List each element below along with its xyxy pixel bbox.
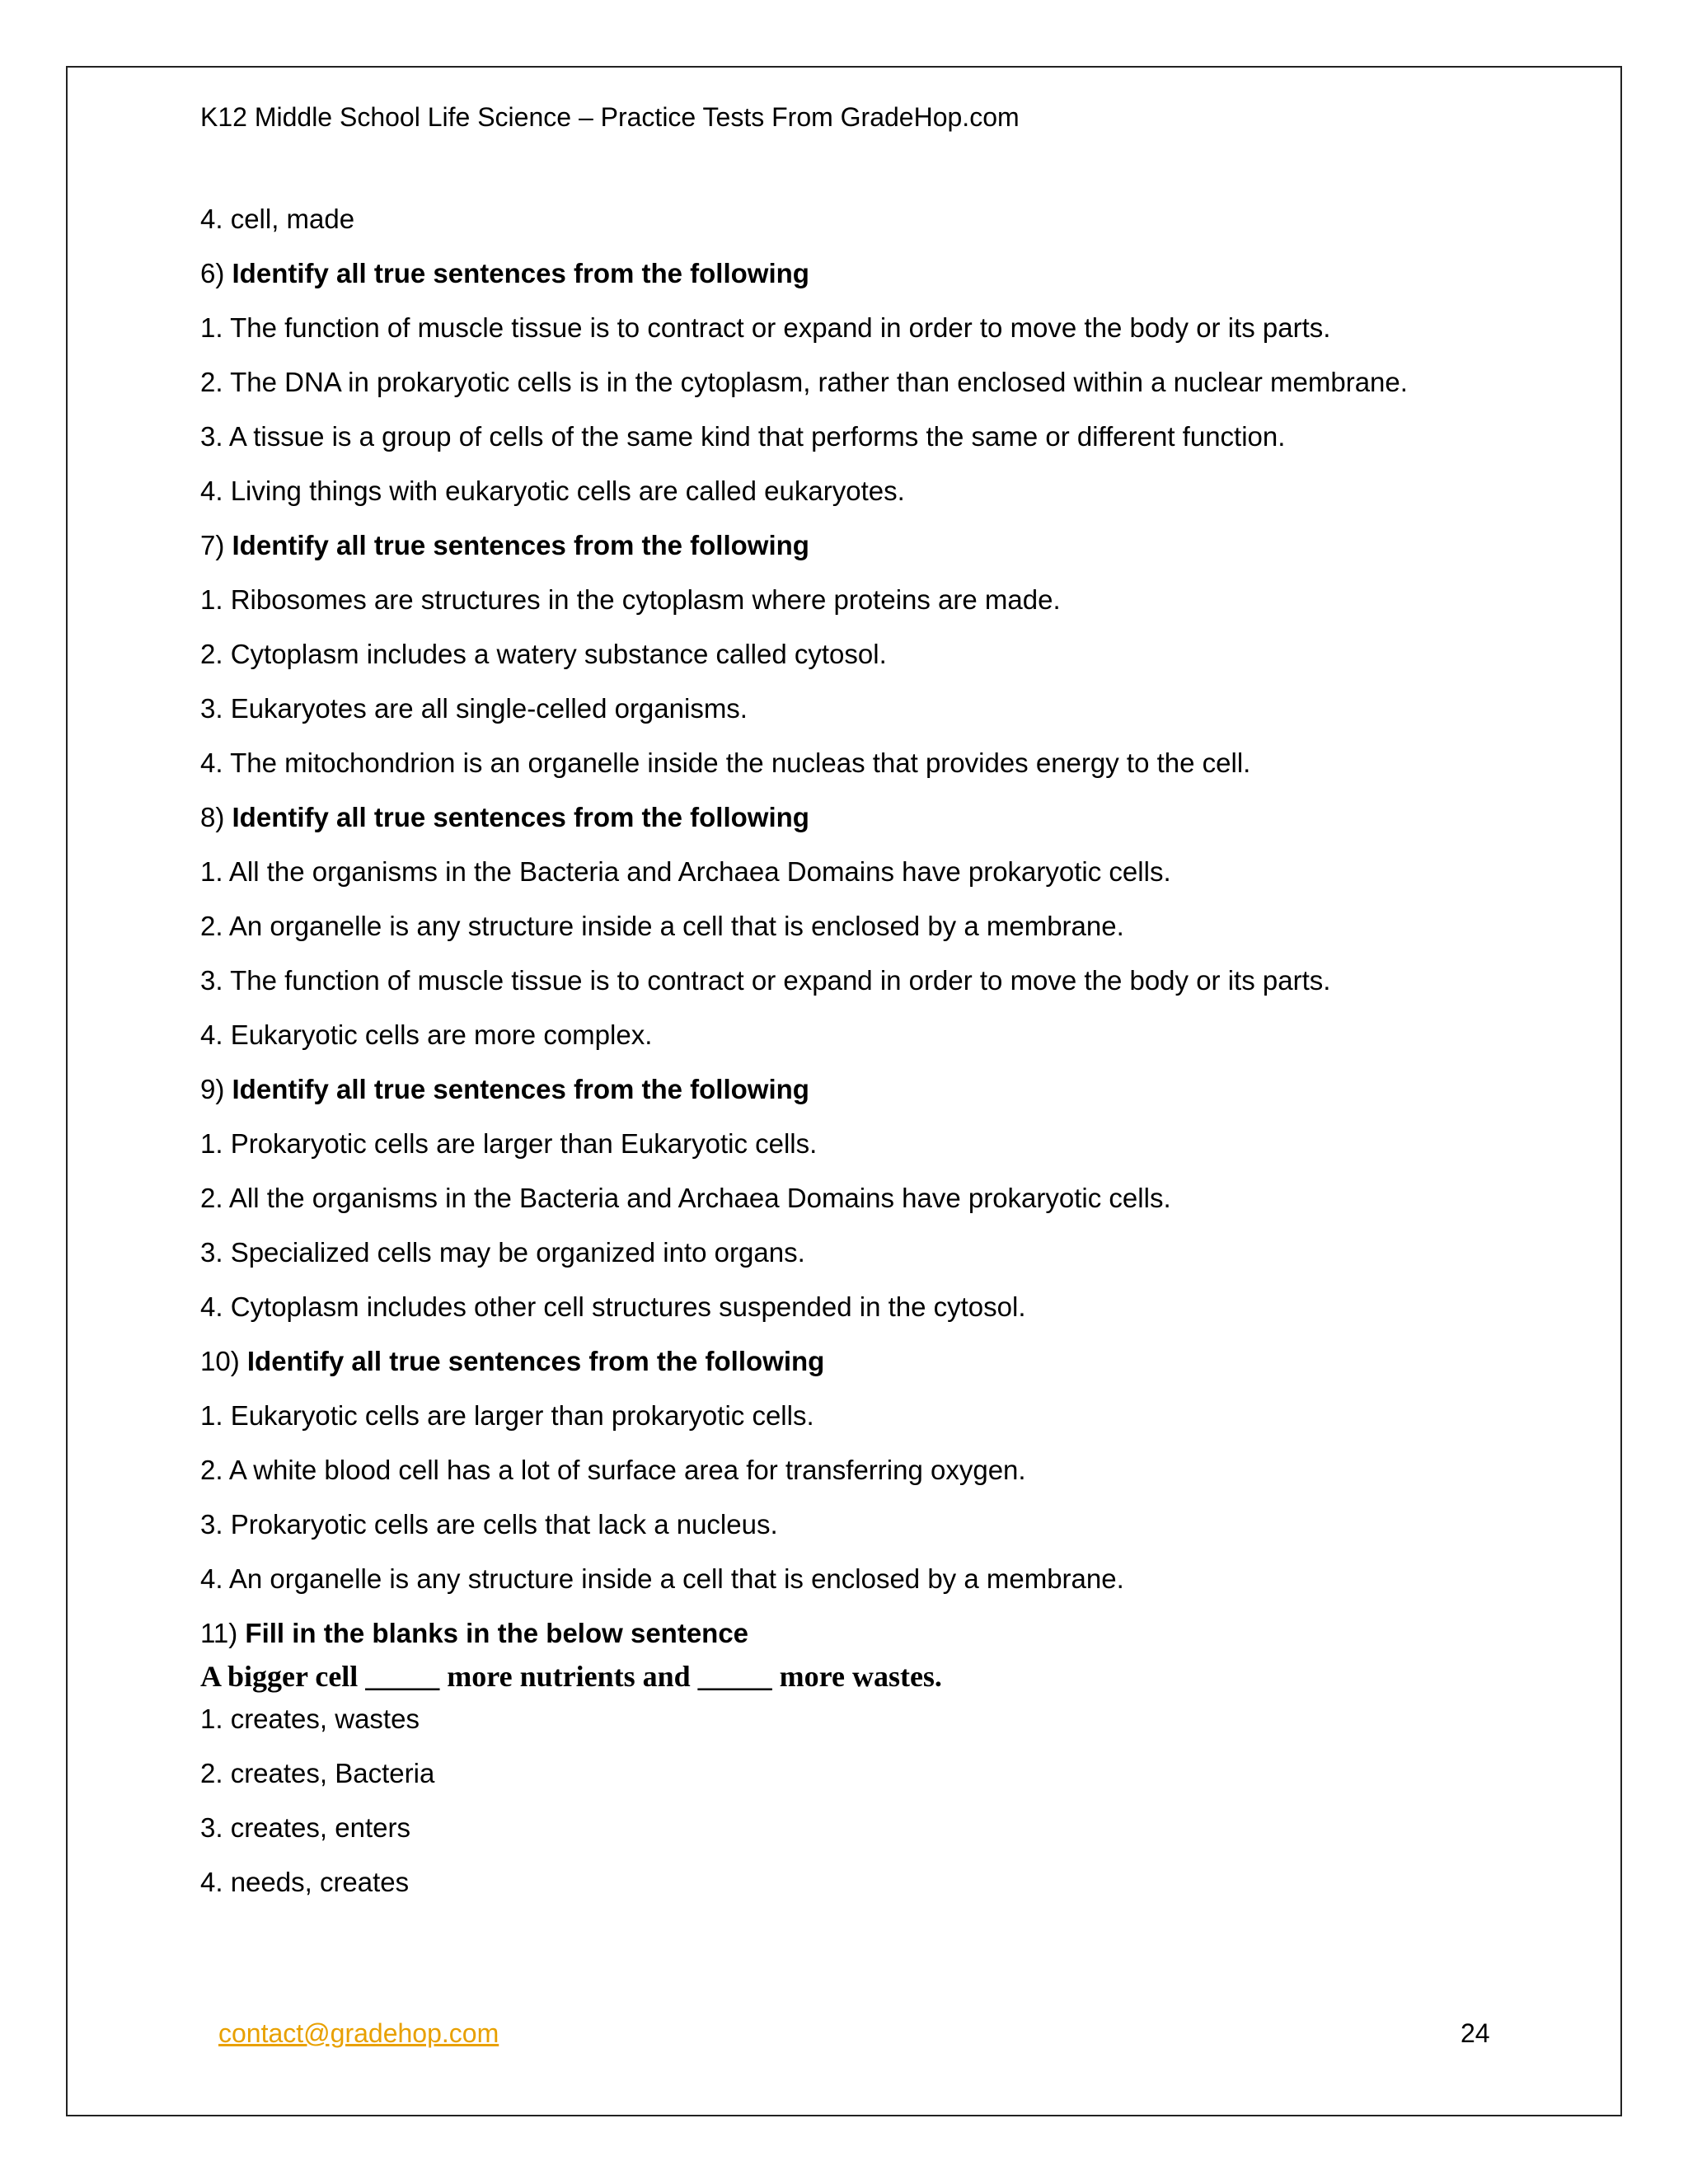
question-number: 6) xyxy=(200,258,225,288)
question-11-title xyxy=(200,1615,1519,1652)
option: 3. Specialized cells may be organized into organs. xyxy=(200,1237,805,1268)
option: 3. Prokaryotic cells are cells that lack a nucleus. xyxy=(200,1509,778,1540)
question-prompt: Fill in the blanks in the below sentence xyxy=(245,1618,749,1648)
option: 4. Eukaryotic cells are more complex. xyxy=(200,1019,653,1050)
question-prompt: Identify all true sentences from the following xyxy=(232,802,809,832)
option: 4. An organelle is any structure inside a cell that is enclosed by a membrane. xyxy=(200,1563,1124,1594)
question-number: 9) xyxy=(200,1074,225,1104)
page-header: K12 Middle School Life Science – Practice Tests From GradeHop.com xyxy=(200,102,1020,132)
option: 1. Eukaryotic cells are larger than prokaryotic cells. xyxy=(200,1400,814,1431)
option: 2. An organelle is any structure inside a cell that is enclosed by a membrane. xyxy=(200,911,1124,941)
question-6-title xyxy=(200,255,1519,292)
question-7-title xyxy=(200,527,1519,564)
question-number: 10) xyxy=(200,1346,240,1376)
option: 1. Prokaryotic cells are larger than Eukaryotic cells. xyxy=(200,1128,818,1159)
option: 4. The mitochondrion is an organelle inside the nucleas that provides energy to the cell. xyxy=(200,748,1251,778)
option: 2. All the organisms in the Bacteria and Archaea Domains have prokaryotic cells. xyxy=(200,1183,1171,1213)
option: 1. The function of muscle tissue is to contract or expand in order to move the body or its parts. xyxy=(200,312,1331,343)
question-prompt: Identify all true sentences from the following xyxy=(246,1346,825,1376)
fill-in-sentence: A bigger cell _____ more nutrients and _____ more wastes. xyxy=(200,1660,942,1693)
question-prompt: Identify all true sentences from the following xyxy=(232,258,809,288)
question-number: 11) xyxy=(200,1618,238,1648)
option: 3. Eukaryotes are all single-celled organisms. xyxy=(200,693,748,724)
option: 4. needs, creates xyxy=(200,1867,410,1897)
option: 3. A tissue is a group of cells of the same kind that performs the same or different function. xyxy=(200,421,1286,452)
question-prompt: Identify all true sentences from the following xyxy=(232,530,809,560)
option: 1. Ribosomes are structures in the cytoplasm where proteins are made. xyxy=(200,584,1061,615)
question-number: 8) xyxy=(200,802,225,832)
question-content xyxy=(200,201,1519,1919)
option: 4. Cytoplasm includes other cell structures suspended in the cytosol. xyxy=(200,1291,1026,1322)
question-8-title xyxy=(200,799,1519,836)
leading-option: 4. cell, made xyxy=(200,204,355,234)
question-10-title xyxy=(200,1343,1519,1380)
footer-email-link[interactable]: contact@gradehop.com xyxy=(218,2018,499,2048)
option: 2. A white blood cell has a lot of surface area for transferring oxygen. xyxy=(200,1455,1026,1485)
option: 1. creates, wastes xyxy=(200,1704,420,1734)
option: 2. creates, Bacteria xyxy=(200,1758,435,1788)
option: 3. The function of muscle tissue is to contract or expand in order to move the body or its parts. xyxy=(200,965,1331,996)
option: 4. Living things with eukaryotic cells are called eukaryotes. xyxy=(200,476,905,506)
option: 1. All the organisms in the Bacteria and Archaea Domains have prokaryotic cells. xyxy=(200,856,1171,887)
question-9-title xyxy=(200,1071,1519,1108)
page-number: 24 xyxy=(1461,2018,1490,2048)
option: 2. Cytoplasm includes a watery substance called cytosol. xyxy=(200,639,887,669)
question-number: 7) xyxy=(200,530,225,560)
option: 3. creates, enters xyxy=(200,1812,410,1843)
question-prompt: Identify all true sentences from the following xyxy=(232,1074,809,1104)
option: 2. The DNA in prokaryotic cells is in the cytoplasm, rather than enclosed within a nuclear membrane. xyxy=(200,367,1408,397)
